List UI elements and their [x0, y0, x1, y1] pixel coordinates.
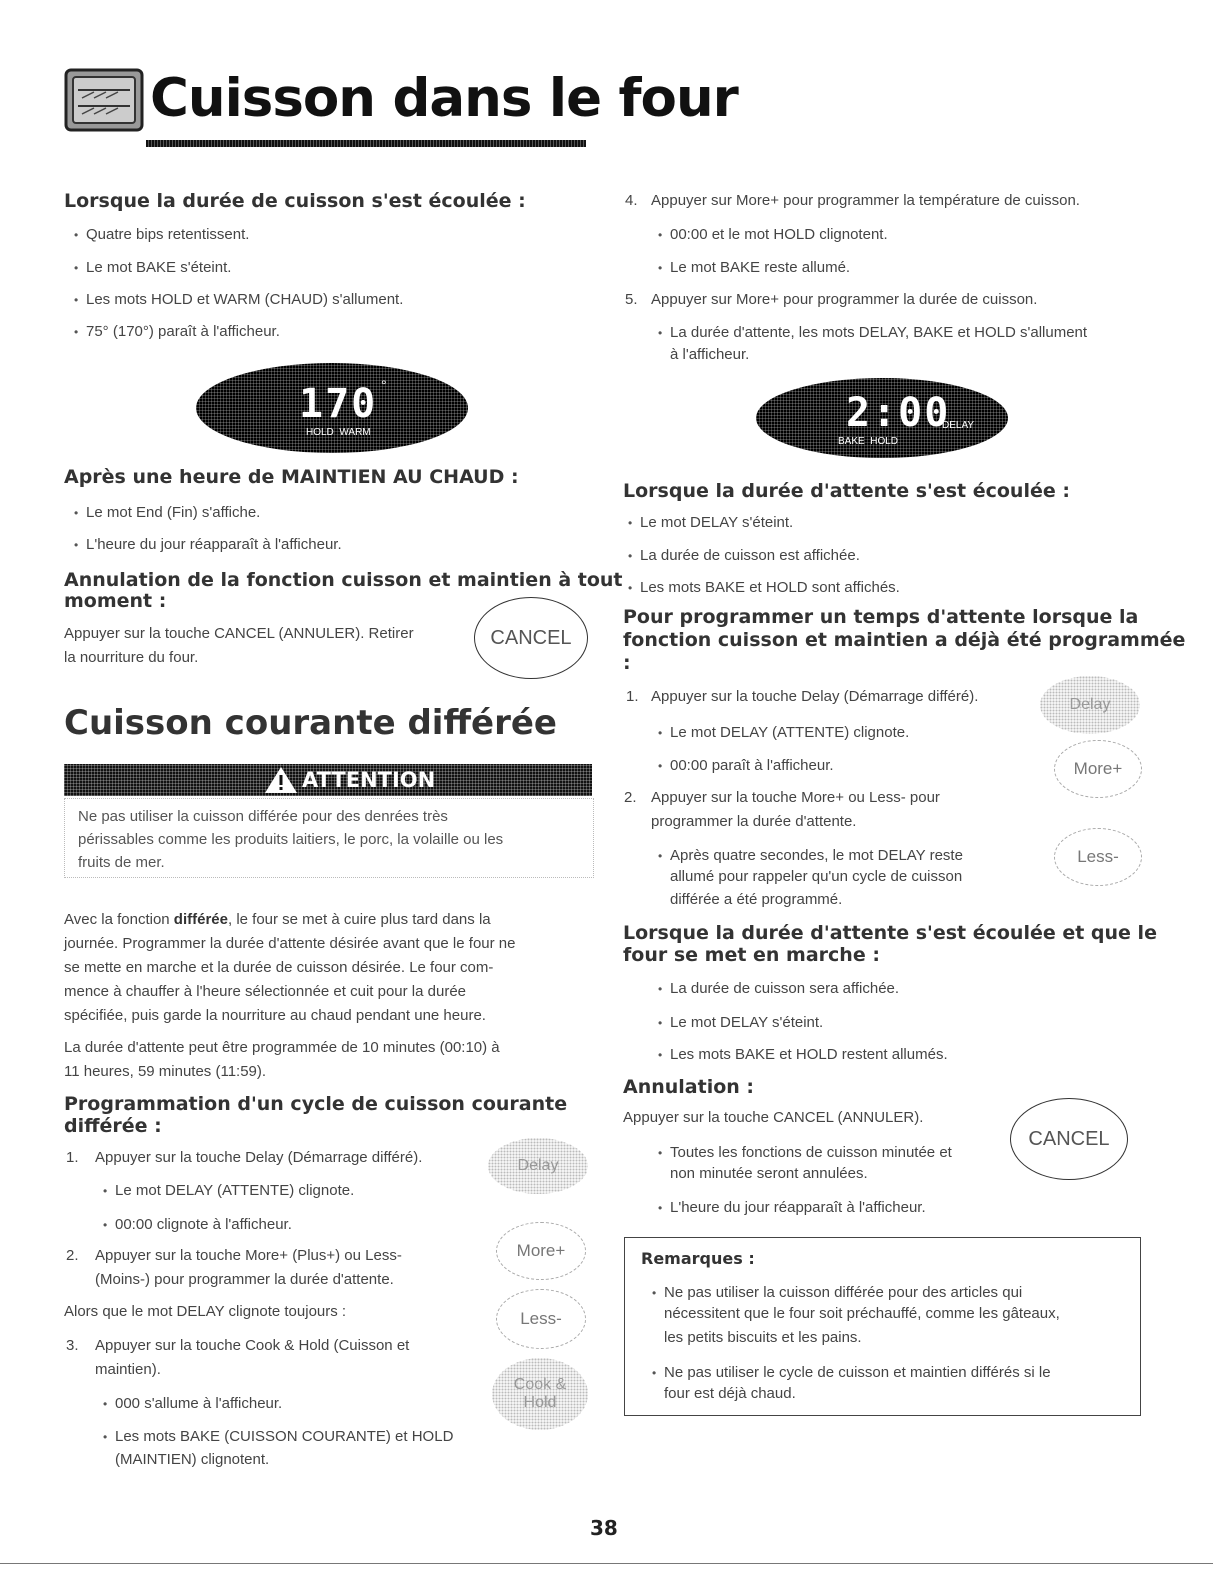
- section-heading: Lorsque la durée d'attente s'est écoulée :: [623, 480, 1070, 502]
- step-number: 1.: [626, 688, 639, 705]
- display-delay-label: DELAY: [942, 420, 975, 431]
- delay-key: Delay: [1040, 676, 1140, 734]
- list-item: • La durée de cuisson sera affichée.: [670, 979, 899, 999]
- note-item-cont: les petits biscuits et les pains.: [664, 1329, 862, 1346]
- display-value: 2:00: [846, 390, 951, 436]
- section-heading: Annulation de la fonction cuisson et maintien à tout: [64, 569, 623, 591]
- section-title: Cuisson courante différée: [64, 703, 557, 743]
- section-heading: Lorsque la durée d'attente s'est écoulée et que le: [623, 922, 1157, 944]
- list-item: • L'heure du jour réapparaît à l'afficheur.: [670, 1198, 926, 1218]
- note-item-cont: four est déjà chaud.: [664, 1385, 796, 1402]
- footer-rule: [0, 1563, 1213, 1564]
- body-text: 11 heures, 59 minutes (11:59).: [64, 1063, 267, 1080]
- attention-banner: [64, 764, 592, 796]
- list-item: • Le mot DELAY s'éteint.: [640, 513, 793, 533]
- step-text: maintien).: [95, 1361, 161, 1378]
- step-text: Appuyer sur la touche Cook & Hold (Cuisson et: [95, 1337, 410, 1354]
- list-item: • Le mot BAKE reste allumé.: [670, 258, 850, 278]
- attention-label: ATTENTION: [302, 768, 436, 792]
- list-item: • 00:00 paraît à l'afficheur.: [670, 756, 834, 776]
- list-item-cont: à l'afficheur.: [670, 346, 750, 363]
- less-key: Less-: [496, 1289, 586, 1349]
- list-item-cont: allumé pour rappeler qu'un cycle de cuisson: [670, 868, 963, 885]
- list-item: • Le mot BAKE s'éteint.: [86, 258, 231, 278]
- step-number: 2.: [66, 1247, 79, 1264]
- less-key: Less-: [1054, 828, 1142, 886]
- section-heading: Annulation :: [623, 1076, 755, 1098]
- more-key: More+: [1054, 740, 1142, 798]
- note-item: • Ne pas utiliser le cycle de cuisson et maintien différés si le: [664, 1363, 1051, 1383]
- notes-title: Remarques :: [641, 1249, 755, 1268]
- cook-label: Cook &: [513, 1376, 567, 1393]
- list-item-cont: différée a été programmé.: [670, 891, 843, 908]
- step-number: 4.: [625, 192, 638, 209]
- list-item: • Toutes les fonctions de cuisson minutée et: [670, 1143, 952, 1163]
- note-item: • Ne pas utiliser la cuisson différée pour des articles qui: [664, 1283, 1022, 1303]
- page-title: Cuisson dans le four: [150, 68, 738, 129]
- cook-hold-key: [492, 1358, 588, 1430]
- list-item: • L'heure du jour réapparaît à l'afficheur.: [86, 535, 342, 555]
- list-item: • Les mots BAKE et HOLD sont affichés.: [640, 578, 900, 598]
- body-text: la nourriture du four.: [64, 649, 199, 666]
- oven-icon: [64, 68, 144, 132]
- list-item: • 00:00 et le mot HOLD clignotent.: [670, 225, 888, 245]
- body-text: mence à chauffer à l'heure sélectionnée et cuit pour la durée: [64, 983, 467, 1000]
- oven-display: [196, 363, 468, 453]
- body-text: Alors que le mot DELAY clignote toujours :: [64, 1303, 347, 1320]
- step-number: 2.: [624, 789, 637, 806]
- step-text: (Moins-) pour programmer la durée d'attente.: [95, 1271, 394, 1288]
- body-text-part: , le four se met à cuire plus tard dans la: [227, 911, 491, 928]
- section-heading-cont: four se met en marche :: [623, 944, 880, 966]
- section-heading: Lorsque la durée de cuisson s'est écoulée :: [64, 190, 526, 212]
- list-item: • Quatre bips retentissent.: [86, 225, 249, 245]
- bold-term: différée: [173, 911, 228, 928]
- display-degree: °: [381, 377, 387, 393]
- list-item: • Les mots HOLD et WARM (CHAUD) s'allument.: [86, 290, 403, 310]
- warning-text: périssables comme les produits laitiers, le porc, la volaille ou les: [78, 831, 504, 848]
- step-text: Appuyer sur More+ pour programmer la durée de cuisson.: [651, 291, 1038, 308]
- body-text: se mette en marche et la durée de cuisson désirée. Le four com-: [64, 959, 494, 976]
- section-heading-cont: moment :: [64, 590, 167, 612]
- display-labels: BAKE HOLD: [838, 436, 899, 447]
- list-item: • Après quatre secondes, le mot DELAY reste: [670, 846, 963, 866]
- list-item: • Le mot DELAY s'éteint.: [670, 1013, 823, 1033]
- step-text: Appuyer sur la touche More+ ou Less- pour: [651, 789, 940, 806]
- body-text: journée. Programmer la durée d'attente désirée avant que le four ne: [64, 935, 516, 952]
- body-text: Appuyer sur la touche CANCEL (ANNULER).: [623, 1109, 924, 1126]
- body-text: La durée d'attente peut être programmée de 10 minutes (00:10) à: [64, 1039, 500, 1056]
- list-item: • Le mot End (Fin) s'affiche.: [86, 503, 260, 523]
- step-number: 5.: [625, 291, 638, 308]
- list-item: • Le mot DELAY (ATTENTE) clignote.: [670, 723, 909, 743]
- warning-icon: [264, 766, 298, 799]
- list-item: • Les mots BAKE et HOLD restent allumés.: [670, 1045, 948, 1065]
- section-heading: Après une heure de MAINTIEN AU CHAUD :: [64, 466, 519, 488]
- list-item-cont: (MAINTIEN) clignotent.: [115, 1451, 270, 1468]
- list-item-cont: non minutée seront annulées.: [670, 1165, 868, 1182]
- step-text: Appuyer sur la touche Delay (Démarrage différé).: [95, 1149, 423, 1166]
- note-item-cont: nécessitent que le four soit préchauffé, comme les gâteaux,: [664, 1305, 1060, 1322]
- hold-label: Hold: [523, 1394, 557, 1411]
- list-item: • La durée de cuisson est affichée.: [640, 546, 860, 566]
- warning-text: Ne pas utiliser la cuisson différée pour des denrées très: [78, 808, 448, 825]
- step-text: Appuyer sur More+ pour programmer la température de cuisson.: [651, 192, 1080, 209]
- oven-display: [756, 378, 1008, 458]
- title-underline: [146, 140, 586, 147]
- section-heading: Programmation d'un cycle de cuisson courante: [64, 1093, 568, 1115]
- step-text: Appuyer sur la touche More+ (Plus+) ou Less-: [95, 1247, 402, 1264]
- step-text: programmer la durée d'attente.: [651, 813, 857, 830]
- step-number: 1.: [66, 1149, 79, 1166]
- cancel-key: CANCEL: [1010, 1098, 1128, 1180]
- warning-text: fruits de mer.: [78, 854, 165, 871]
- display-value: 170: [299, 381, 378, 427]
- section-heading-cont: différée :: [64, 1115, 162, 1137]
- body-text: spécifiée, puis garde la nourriture au chaud pendant une heure.: [64, 1007, 486, 1024]
- more-key: More+: [496, 1222, 586, 1280]
- list-item: • 00:00 clignote à l'afficheur.: [115, 1215, 292, 1235]
- step-text: Appuyer sur la touche Delay (Démarrage différé).: [651, 688, 979, 705]
- body-text-part: Avec la fonction: [64, 911, 174, 928]
- body-text: Appuyer sur la touche CANCEL (ANNULER). Retirer: [64, 625, 414, 642]
- delay-key: Delay: [488, 1138, 588, 1194]
- page-number: 38: [590, 1516, 618, 1540]
- display-labels: HOLD WARM: [306, 427, 371, 438]
- section-heading-cont: :: [623, 652, 631, 674]
- section-heading-cont: fonction cuisson et maintien a déjà été programmée: [623, 629, 1186, 651]
- section-heading: Pour programmer un temps d'attente lorsque la: [623, 606, 1139, 628]
- list-item: • La durée d'attente, les mots DELAY, BAKE et HOLD s'allument: [670, 323, 1087, 343]
- list-item: • Les mots BAKE (CUISSON COURANTE) et HOLD: [115, 1427, 453, 1447]
- cancel-key: CANCEL: [474, 597, 588, 679]
- list-item: • Le mot DELAY (ATTENTE) clignote.: [115, 1181, 354, 1201]
- body-text: [64, 909, 491, 931]
- list-item: • 000 s'allume à l'afficheur.: [115, 1394, 282, 1414]
- step-number: 3.: [66, 1337, 79, 1354]
- list-item: • 75° (170°) paraît à l'afficheur.: [86, 322, 280, 342]
